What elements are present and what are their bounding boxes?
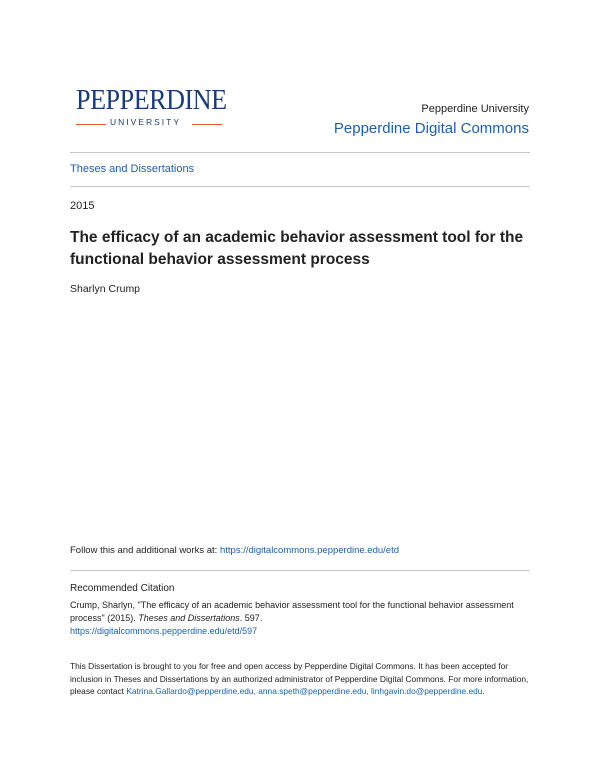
- follow-prefix: Follow this and additional works at:: [70, 545, 220, 556]
- notice-text: This Dissertation is brought to you for free and open access by Pepperdine Digital Commons. It has been accepted for inclusion in Theses and Dissertations by an authorized administrator of Pepperdine Digital Commons. For more information, please contact: [70, 661, 529, 696]
- citation-heading: Recommended Citation: [70, 583, 175, 594]
- logo-rule-left: [76, 124, 106, 125]
- citation-text: Crump, Sharlyn, "The efficacy of an academic behavior assessment tool for the functional behavior assessment process" (2015).: [70, 600, 514, 623]
- digital-commons-link[interactable]: Pepperdine Digital Commons: [333, 120, 529, 137]
- logo-subline: [76, 117, 222, 131]
- author-name: Sharlyn Crump: [70, 283, 141, 295]
- pepperdine-logo[interactable]: [76, 84, 227, 131]
- citation-number: . 597.: [239, 613, 263, 623]
- contact-emails-link[interactable]: Katrina.Gallardo@pepperdine.edu, anna.speth@pepperdine.edu, linhgavin.do@pepperdine.edu: [126, 686, 483, 696]
- university-name: Pepperdine University: [421, 103, 529, 115]
- citation-journal: Theses and Dissertations: [138, 613, 240, 623]
- follow-url-link[interactable]: https://digitalcommons.pepperdine.edu/etd: [219, 545, 399, 556]
- document-title: The efficacy of an academic behavior assessment tool for the functional behavior assessment process: [70, 229, 524, 268]
- divider-citation: [70, 570, 530, 571]
- logo-rule-right: [192, 124, 222, 125]
- follow-line: [70, 545, 399, 556]
- logo-university-text: UNIVERSITY: [110, 117, 182, 127]
- access-notice: [70, 660, 530, 698]
- logo-wordmark: PEPPERDINE: [76, 84, 227, 116]
- divider-series: [70, 186, 530, 187]
- series-link[interactable]: Theses and Dissertations: [70, 163, 195, 175]
- citation-body: [70, 599, 530, 638]
- divider-top: [70, 152, 530, 153]
- notice-end: .: [482, 686, 485, 696]
- citation-url-link[interactable]: https://digitalcommons.pepperdine.edu/etd/597: [70, 626, 258, 636]
- publication-year: 2015: [70, 200, 95, 212]
